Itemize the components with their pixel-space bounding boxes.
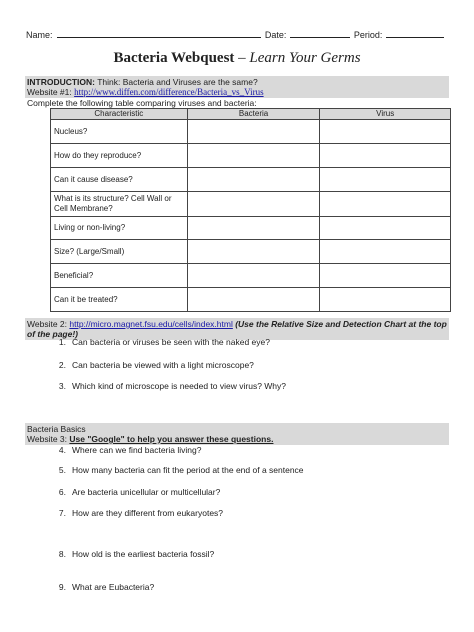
row-label: What is its structure? Cell Wall or Cell Membrane? <box>51 192 188 217</box>
question-number: 1. <box>58 337 66 347</box>
row-label: How do they reproduce? <box>51 144 188 168</box>
website3-instruction: Use "Google" to help you answer these questions. <box>69 434 274 444</box>
question-item <box>57 549 214 559</box>
bacteria-cell[interactable] <box>187 288 320 312</box>
website1-label: Website #1: <box>27 87 75 97</box>
bacteria-cell[interactable] <box>187 240 320 264</box>
intro-line <box>27 77 447 87</box>
virus-cell[interactable] <box>320 168 451 192</box>
intro-label: INTRODUCTION: <box>27 77 95 87</box>
table-row <box>51 217 451 240</box>
header-virus: Virus <box>320 109 451 120</box>
row-label: Nucleus? <box>51 120 188 144</box>
title-main: Bacteria Webquest <box>113 50 235 66</box>
header-bacteria: Bacteria <box>187 109 320 120</box>
row-label: Size? (Large/Small) <box>51 240 188 264</box>
table-row <box>51 192 451 217</box>
virus-cell[interactable] <box>320 288 451 312</box>
table-row <box>51 240 451 264</box>
row-label: Can it cause disease? <box>51 168 188 192</box>
question-item <box>57 582 154 592</box>
question-item <box>57 508 223 518</box>
virus-cell[interactable] <box>320 264 451 288</box>
question-text: Can bacteria or viruses be seen with the naked eye? <box>72 337 270 347</box>
virus-cell[interactable] <box>320 240 451 264</box>
question-item <box>57 487 220 497</box>
question-text: Are bacteria unicellular or multicellular? <box>72 487 221 497</box>
question-item <box>57 465 304 475</box>
question-number: 4. <box>58 445 66 455</box>
question-item <box>57 360 254 370</box>
question-number: 8. <box>58 549 66 559</box>
virus-cell[interactable] <box>320 120 451 144</box>
website3-label: Website 3: <box>27 434 70 444</box>
bacteria-cell[interactable] <box>187 192 320 217</box>
table-row <box>51 264 451 288</box>
virus-cell[interactable] <box>320 192 451 217</box>
question-item <box>57 381 286 391</box>
question-item <box>57 337 270 347</box>
virus-cell[interactable] <box>320 144 451 168</box>
bacteria-cell[interactable] <box>187 120 320 144</box>
name-label: Name: <box>26 30 53 40</box>
period-field[interactable] <box>386 28 444 38</box>
title-sub: Learn Your Germs <box>249 50 361 66</box>
table-header-row <box>51 109 451 120</box>
row-label: Living or non-living? <box>51 217 188 240</box>
question-text: Can bacteria be viewed with a light microscope? <box>72 360 254 370</box>
question-text: How are they different from eukaryotes? <box>72 508 224 518</box>
question-number: 5. <box>58 465 66 475</box>
row-label: Beneficial? <box>51 264 188 288</box>
question-number: 7. <box>58 508 66 518</box>
bacteria-cell[interactable] <box>187 144 320 168</box>
page-title <box>0 50 474 67</box>
name-field[interactable] <box>57 28 261 38</box>
website1-line <box>27 87 447 97</box>
date-field[interactable] <box>290 28 349 38</box>
intro-text: Think: Bacteria and Viruses are the same? <box>95 77 258 87</box>
website3-line <box>27 434 447 444</box>
website2-label: Website 2: <box>27 319 70 329</box>
row-label: Can it be treated? <box>51 288 188 312</box>
question-item <box>57 445 201 455</box>
question-text: What are Eubacteria? <box>72 582 155 592</box>
question-number: 9. <box>58 582 66 592</box>
question-number: 2. <box>58 360 66 370</box>
title-dash: – <box>234 50 250 66</box>
period-label: Period: <box>353 30 383 40</box>
table-row <box>51 288 451 312</box>
question-number: 3. <box>58 381 66 391</box>
website2-note: (Use the Relative Size and Detection Chart at the top of the page!) <box>27 319 447 339</box>
virus-cell[interactable] <box>320 217 451 240</box>
intro-band <box>25 76 449 98</box>
question-text: How many bacteria can fit the period at the end of a sentence <box>72 465 304 475</box>
date-label: Date: <box>264 30 287 40</box>
basics-title: Bacteria Basics <box>27 424 86 434</box>
basics-band <box>25 423 449 445</box>
header-line <box>26 28 444 40</box>
bacteria-cell[interactable] <box>187 217 320 240</box>
bacteria-cell[interactable] <box>187 264 320 288</box>
table-row <box>51 120 451 144</box>
question-text: How old is the earliest bacteria fossil? <box>72 549 215 559</box>
question-text: Which kind of microscope is needed to view virus? Why? <box>72 381 287 391</box>
comparison-table <box>50 108 451 312</box>
header-characteristic: Characteristic <box>51 109 188 120</box>
table-instruction: Complete the following table comparing viruses and bacteria: <box>27 98 257 108</box>
question-number: 6. <box>58 487 66 497</box>
website1-link[interactable]: http://www.diffen.com/difference/Bacteria_vs_Virus <box>74 87 264 97</box>
table-row <box>51 168 451 192</box>
table-row <box>51 144 451 168</box>
bacteria-cell[interactable] <box>187 168 320 192</box>
question-text: Where can we find bacteria living? <box>72 445 202 455</box>
website2-link[interactable]: http://micro.magnet.fsu.edu/cells/index.html <box>69 319 233 329</box>
